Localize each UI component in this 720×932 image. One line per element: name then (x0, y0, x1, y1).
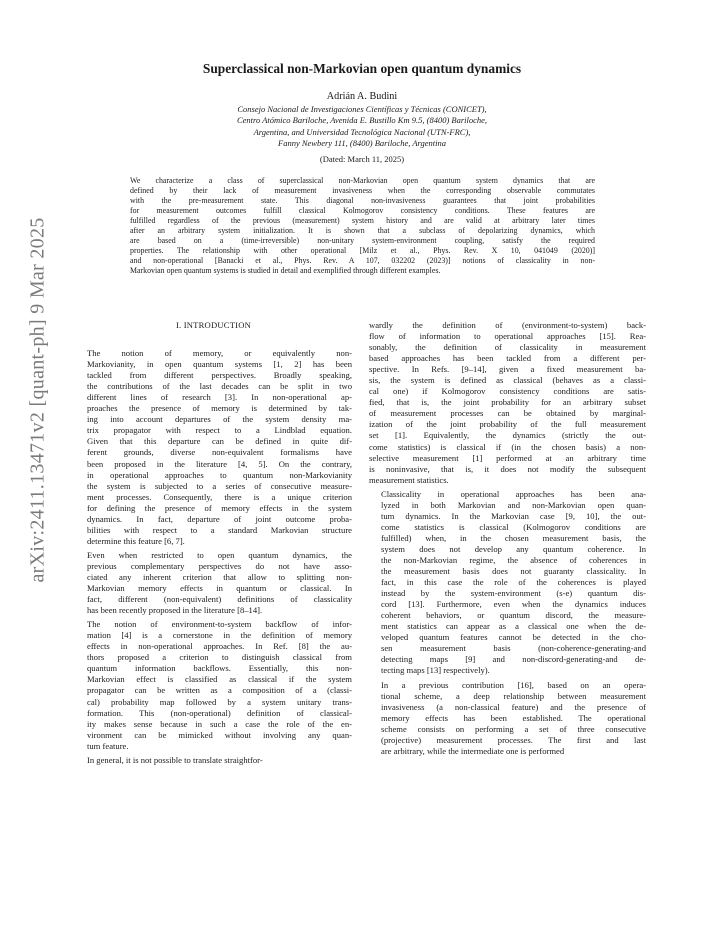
arxiv-identifier: arXiv:2411.13471v2 [quant-ph] 9 Mar 2025 (26, 217, 49, 583)
text-line: tecting maps [13] respectively). (381, 665, 490, 676)
text-line: the contributions of the last decades can be split in two (87, 381, 352, 392)
abstract-line: fulfilled regardless of the previous (measurement) system history and are valid at arbitrary later times (130, 216, 595, 226)
right-column (369, 320, 646, 760)
text-line: The notion of environment-to-system backflow of infor- (87, 619, 352, 630)
text-line: cord [13]. Furthermore, even when the dynamics induces (381, 599, 646, 610)
text-line: previous complementary perspectives do not have asso- (87, 560, 352, 571)
body-paragraph (369, 489, 646, 677)
text-line: are arbitrary, while the intermediate one is performed (381, 745, 565, 756)
abstract-line: Markovian open quantum systems is studied in detail and exemplified through different examples. (130, 266, 441, 276)
text-line: for defining the presence of memory effects in the system (87, 502, 352, 513)
text-line: ing into account departures of the system density ma- (87, 414, 352, 425)
text-line: come statistics) is classical if (in the chosen basis) a non- (369, 441, 646, 452)
text-line: In a previous contribution [16], based on an opera- (381, 679, 646, 690)
text-line: cal one) if Kolmogorov consistency conditions are satis- (369, 386, 646, 397)
text-line: Given that this departure can be defined in quite dif- (87, 436, 352, 447)
affiliation-line: Fanny Newbery 111, (8400) Bariloche, Argentina (278, 137, 446, 148)
text-line: selective measurement [1] performed at an arbitrary time (369, 452, 646, 463)
text-line: dynamics. In fact, departure of joint outcome proba- (87, 513, 352, 524)
text-line: tum feature. (87, 740, 129, 751)
text-line: ment statistics can appear as a classical one when the de- (381, 621, 646, 632)
text-line: formation. This (non-operational) definition of classical- (87, 707, 352, 718)
text-line: in operational approaches to quantum non-Markovianity (87, 469, 352, 480)
text-line: sonably, the definition of classicality in measurement (369, 342, 646, 353)
text-line: measurement statistics. (369, 474, 449, 485)
body-paragraph (75, 550, 352, 616)
text-line: Markovianity, in open quantum systems [1, 2] has been (87, 359, 352, 370)
date-line: (Dated: March 11, 2025) (319, 154, 405, 164)
author-name: Adrián A. Budini (326, 91, 398, 102)
text-line: propagator can be written as a composition of a (classi- (87, 685, 352, 696)
text-line: fact, different (non-equivalent) definitions of classicality (87, 594, 352, 605)
text-line: based approaches has been tackled from a different per- (369, 353, 646, 364)
abstract-line: defined by their lack of measurement invasiveness when the corresponding observable commutates (130, 186, 595, 196)
text-line: determine this feature [6, 7]. (87, 535, 185, 546)
text-line: thors proposed a criterion to distinguish classical from (87, 652, 352, 663)
text-line: quantum information backflows. Essentially, this non- (87, 663, 352, 674)
text-line: of measurement processes can be obtained by marginal- (369, 408, 646, 419)
text-line: tackled from different perspectives. Broadly speaking, (87, 370, 352, 381)
text-line: ment processes. Consequently, there is a unique criterion (87, 491, 352, 502)
text-line: In general, it is not possible to translate straightfor- (87, 754, 263, 765)
text-line: proaches the presence of memory is determined by tak- (87, 403, 352, 414)
text-line: set [1]. Equivalently, the dynamics (strictly the out- (369, 430, 646, 441)
text-line: invasiveness (a non-classical feature) and the presence of (381, 701, 646, 712)
text-line: memory effects has been established. The operational (381, 712, 646, 723)
text-line: spective. In Refs. [9–14], given a fixed measurement ba- (369, 364, 646, 375)
text-line: Even when restricted to open quantum dynamics, the (87, 549, 352, 560)
body-paragraph (369, 680, 646, 757)
text-line: lyzed in both Markovian and non-Markovian open quan- (381, 499, 646, 510)
text-line: the measurement basis does not guaranty classicality. In (381, 566, 646, 577)
abstract-line: We characterize a class of superclassical non-Markovian open quantum system dynamics that are (130, 176, 595, 185)
text-line: coherent behaviors, or quantum discord, the measure- (381, 610, 646, 621)
text-line: fulfilled) when, in the chosen measurement basis, the (381, 532, 646, 543)
body-paragraph (75, 755, 352, 766)
text-line: sis, the system is defined as classical (behaves as a classi- (369, 375, 646, 386)
affiliation-line: Centro Atómico Bariloche, Avenida E. Bustillo Km 9.5, (8400) Bariloche, (236, 115, 488, 126)
text-line: The notion of memory, or equivalently non- (87, 348, 352, 359)
text-line: different lines of research [3]. In non-operational ap- (87, 392, 352, 403)
text-line: tional scheme, a deep relationship between measurement (381, 690, 646, 701)
abstract-line: for measurement outcomes fulfill classical Kolmogorov consistency conditions. These features are (130, 206, 595, 216)
text-line: Markovian effect is classified as classical if the system (87, 674, 352, 685)
text-line: mation [4] is a cornerstone in the definition of memory (87, 630, 352, 641)
abstract-line: are based on a (time-irreversible) non-unitary system-environment coupling, satisfy the required (130, 236, 595, 246)
text-line: Classicality in operational approaches has been ana- (381, 488, 646, 499)
text-line: the non-Markovian regime, the absence of coherences in (381, 554, 646, 565)
text-line: ferent grounds, diverse non-equivalent formalisms have (87, 447, 352, 458)
abstract-line: with the pre-measurement state. This diagonal non-invasiveness guarantees that joint probabilities (130, 196, 595, 206)
affiliation-line: Consejo Nacional de Investigaciones Científicas y Técnicas (CONICET), (237, 104, 487, 114)
text-line: trix propagator with respect to a Lindblad equation. (87, 425, 352, 436)
text-line: instead by the system-environment (s-e) quantum dis- (381, 588, 646, 599)
affiliation-line: Argentina, and Universidad Tecnológica Nacional (UTN-FRC), (253, 126, 471, 137)
abstract-line: and non-operational [Banacki et al., Phys. Rev. A 107, 032202 (2023)] notions of classicality in non- (130, 256, 595, 266)
text-line: fact, in this case the role of the coherences is played (381, 577, 646, 588)
section-heading: I. INTRODUCTION (175, 320, 252, 330)
text-line: detecting maps [9] and non-discord-generating-and de- (381, 654, 646, 665)
text-line: fied, that is, the joint probability for an arbitrary subset (369, 397, 646, 408)
text-line: ity makes sense because in such a case the role of the en- (87, 718, 352, 729)
text-line: come statistics is classical (Kolmogorov conditions are (381, 521, 646, 532)
left-column (75, 320, 352, 769)
text-line: system does not develop any quantum coherence. In (381, 543, 646, 554)
text-line: wardly the definition of (environment-to-system) back- (369, 320, 646, 330)
text-line: (projective) measurement processes. The first and last (381, 734, 646, 745)
text-line: veloped quantum features cannot be detected in the cho- (381, 632, 646, 643)
arxiv-sidebar-stamp (18, 140, 58, 660)
text-line: sen measurement basis (non-coherence-generating-and (381, 643, 646, 654)
text-line: tum dynamics. In the Markovian case [9, 10], the out- (381, 510, 646, 521)
text-line: bilities with respect to a standard Markovian structure (87, 524, 352, 535)
text-line: is noninvasive, that is, it does not modify the subsequent (369, 463, 646, 474)
text-line: the system is subjected to a series of consecutive measure- (87, 480, 352, 491)
abstract-line: properties. The relationship with other operational [Milz et al., Phys. Rev. X 10, 041049 (2020)] (130, 246, 595, 256)
body-paragraph (369, 320, 646, 486)
text-line: effects in non-operational approaches. In Ref. [8] the au- (87, 641, 352, 652)
body-paragraph (75, 619, 352, 752)
text-line: Markovian memory effects in quantum or classical. In (87, 583, 352, 594)
text-line: ization of the joint probability of the full measurement (369, 419, 646, 430)
body-paragraph (75, 348, 352, 547)
text-line: has been recently proposed in the literature [8–14]. (87, 605, 263, 616)
text-line: been proposed in the literature [4, 5]. On the contrary, (87, 458, 352, 469)
author-affiliation (160, 104, 564, 149)
text-line: cal) probability map followed by a system unitary trans- (87, 696, 352, 707)
abstract (130, 176, 595, 276)
abstract-line: after an arbitrary system initialization. It is shown that a subclass of depolarizing dynamics, which (130, 226, 595, 236)
text-line: vironment can be mimicked without involving any quan- (87, 729, 352, 740)
text-line: flow of information to operational approaches [15]. Rea- (369, 331, 646, 342)
text-line: ciated any inherent criterion that allow to splitting non- (87, 571, 352, 582)
paper-title: Superclassical non-Markovian open quantum dynamics (202, 61, 522, 76)
text-line: scheme consists on performing a set of three consecutive (381, 723, 646, 734)
